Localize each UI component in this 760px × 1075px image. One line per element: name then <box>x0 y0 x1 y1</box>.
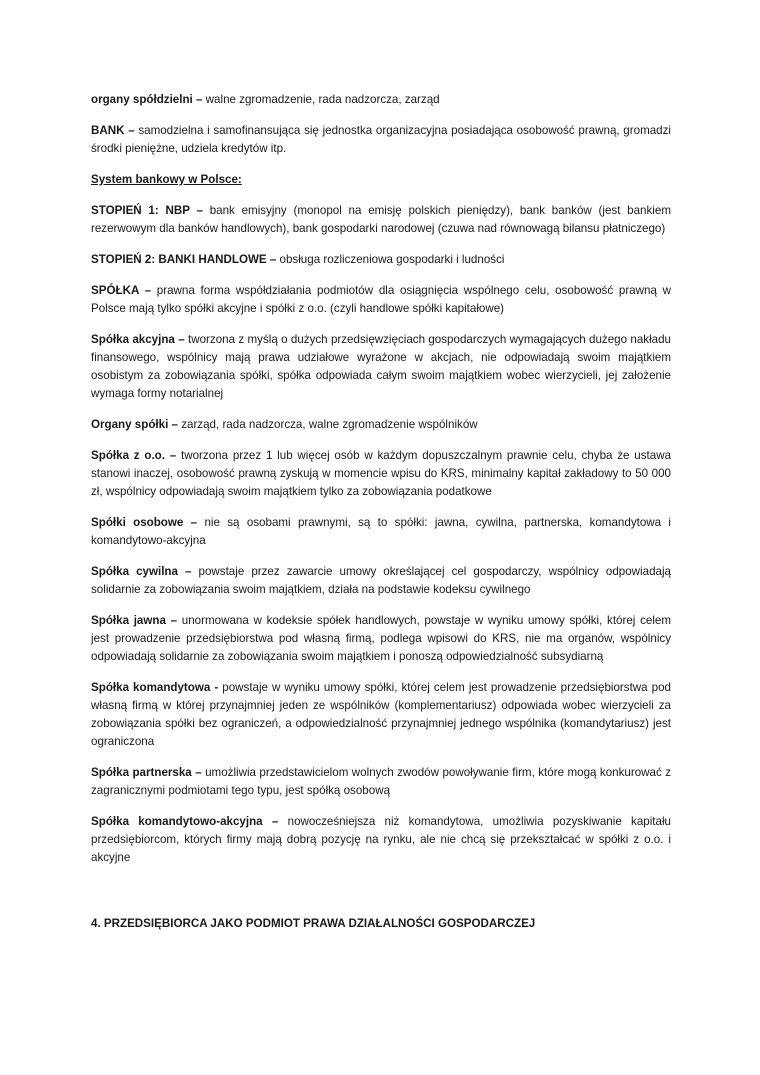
entry-stopien-1 <box>91 202 671 238</box>
entry-text: nowocześniejsza niż komandytowa, umożliwia pozyskiwanie kapitału przedsiębiorcom, których firmy mają dobrą pozycję na rynku, ale nie chcą się przekształcać w spółki z o.o. i akcyjne <box>91 815 671 864</box>
entry-separator: – <box>165 614 182 627</box>
entry-text: tworzona przez 1 lub więcej osób w każdym dopuszczalnym prawnie celu, chyba że ustawa stanowi inaczej, osobowość prawną zyskują w momencie wpisu do KRS, minimalny kapitał zakładowy to 50 000 zł, wspólnicy odpowiadają swoim majątkiem tylko za zobowiązania podatkowe <box>91 449 672 498</box>
entry-spolka-zoo <box>91 447 671 501</box>
entry-stopien-2 <box>91 251 671 269</box>
entry-separator: – <box>192 93 206 106</box>
entry-spolki-osobowe <box>91 514 671 550</box>
entry-text: powstaje przez zawarcie umowy określającej cel gospodarczy, wspólnicy odpowiadają solidarnie za zobowiązania swoim majątkiem, działa na podstawie kodeksu cywilnego <box>91 565 671 596</box>
entry-text: prawna forma współdziałania podmiotów dla osiągnięcia wspólnego celu, osobowość prawną w Polsce mają tylko spółki akcyjne i spółki z o.o. (czyli handlowe spółki kapitałowe) <box>91 284 671 315</box>
entry-term: Spółki osobowe <box>91 516 184 529</box>
entry-separator: – <box>177 565 199 578</box>
entry-spolka-akcyjna <box>91 331 671 403</box>
entry-separator: – <box>189 204 210 217</box>
entry-bank <box>91 122 671 158</box>
document-content <box>91 91 671 933</box>
entry-term: Spółka cywilna <box>91 565 178 578</box>
entry-term: SPÓŁKA <box>91 284 139 297</box>
entry-term: Organy spółki <box>91 418 169 431</box>
entry-spolka-jawna <box>91 612 671 666</box>
entry-term: Spółka z o.o. <box>91 449 165 462</box>
entry-spolka-komandytowo-akcyjna <box>91 813 671 867</box>
entry-separator: - <box>210 681 223 694</box>
entry-term: Spółka komandytowa <box>91 681 211 694</box>
entry-spolka-partnerska <box>91 764 671 800</box>
entry-text: tworzona z myślą o dużych przedsięwzięciach gospodarczych wymagających dużego nakładu finansowego, wspólnicy mają prawa udziałowe wyrażone w akcjach, nie odpowiadają swoim majątkiem osobistym za zobowiązania spółki, spółka odpowiada całym swoim majątkiem wobec wierzycieli, jej założenie wymaga formy notarialnej <box>91 333 672 400</box>
entry-text: umożliwia przedstawicielom wolnych zwodów powoływanie firm, które mogą konkurować z zagranicznymi podmiotami tego typu, jest spółką osobową <box>91 766 672 797</box>
entry-term: BANK <box>91 124 125 137</box>
entry-term: Spółka partnerska <box>91 766 192 779</box>
entry-text: powstaje w wyniku umowy spółki, której celem jest prowadzenie przedsiębiorstwa pod własną firmą w której przynajmniej jeden ze wspólników (komplementariusz) odpowiada wobec wierzycieli za zobowiązania spółki bez ograniczeń, a odpowiedzialność przynajmniej jednego wspólnika (komandytariusz) jest ograniczona <box>91 681 671 748</box>
entry-spolka <box>91 282 671 318</box>
section-heading: 4. PRZEDSIĘBIORCA JAKO PODMIOT PRAWA DZIAŁALNOŚCI GOSPODARCZEJ <box>91 917 536 930</box>
entry-term: STOPIEŃ 1: NBP <box>91 204 190 217</box>
entry-term: Spółka jawna <box>91 614 166 627</box>
entry-text: nie są osobami prawnymi, są to spółki: jawna, cywilna, partnerska, komandytowa i komandytowo-akcyjna <box>91 516 671 547</box>
entry-text: obsługa rozliczeniowa gospodarki i ludności <box>279 253 505 266</box>
entry-text: unormowana w kodeksie spółek handlowych, powstaje w wyniku umowy spółki, której celem jest prowadzenie przedsiębiorstwa pod własną firmą, podlega wpisowi do KRS, nie ma organów, wspólnicy odpowiadają solidarnie za zobowiązania swoim majątkiem i ponoszą odpowiedzialność subsydiarną <box>91 614 672 663</box>
entry-spolka-komandytowa <box>91 679 671 751</box>
entry-separator: – <box>266 253 280 266</box>
entry-text: walne zgromadzenie, rada nadzorcza, zarząd <box>205 93 440 106</box>
entry-separator: – <box>191 766 206 779</box>
entry-term: STOPIEŃ 2: BANKI HANDLOWE <box>91 253 267 266</box>
underlined-heading: System bankowy w Polsce: <box>91 173 242 186</box>
banking-system-heading <box>91 171 671 189</box>
entry-term: Spółka komandytowo-akcyjna <box>91 815 263 828</box>
entry-separator: – <box>164 449 181 462</box>
entry-organy-spoldzielni <box>91 91 671 109</box>
entry-spolka-cywilna <box>91 563 671 599</box>
entry-organy-spolki <box>91 416 671 434</box>
entry-term: organy spółdzielni <box>91 93 193 106</box>
entry-separator: – <box>174 333 188 346</box>
entry-term: Spółka akcyjna <box>91 333 175 346</box>
entry-separator: – <box>138 284 157 297</box>
entry-text: samodzielna i samofinansująca się jednostka organizacyjna posiadająca osobowość prawną, gromadzi środki pieniężne, udziela kredytów itp. <box>91 124 671 155</box>
entry-separator: – <box>183 516 205 529</box>
entry-separator: – <box>262 815 288 828</box>
entry-text: bank emisyjny (monopol na emisję polskich pieniędzy), bank banków (jest bankiem rezerwowym dla banków handlowych), bank gospodarki narodowej (czuwa nad równowagą bilansu płatniczego) <box>91 204 671 235</box>
entry-separator: – <box>168 418 182 431</box>
entry-text: zarząd, rada nadzorcza, walne zgromadzenie wspólników <box>181 418 478 431</box>
entry-separator: – <box>124 124 139 137</box>
